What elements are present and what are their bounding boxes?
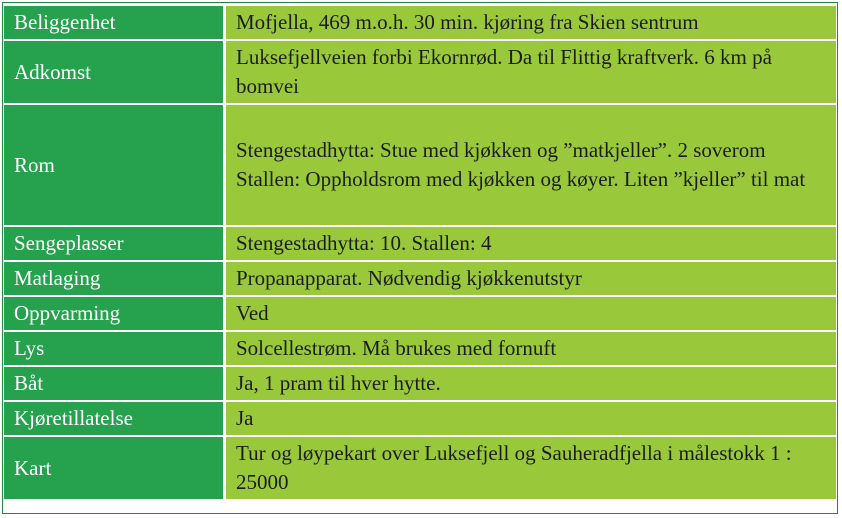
table-row-baat	[4, 367, 836, 400]
row-value-line: Propanapparat. Nødvendig kjøkkenutstyr	[236, 266, 582, 290]
row-value-line: Luksefjellveien forbi Ekornrød. Da til Flittig kraftverk. 6 km på bomvei	[236, 45, 772, 98]
row-value	[226, 105, 836, 225]
row-value-line: Mofjella, 469 m.o.h. 30 min. kjøring fra Skien sentrum	[236, 10, 699, 34]
table-row-sengeplasser	[4, 227, 836, 260]
row-label: Rom	[4, 105, 226, 225]
table-row-kart	[4, 437, 836, 499]
table-row-rom	[4, 105, 836, 225]
row-label: Kjøretillatelse	[4, 402, 226, 435]
row-value	[226, 41, 836, 103]
row-value-line: Solcellestrøm. Må brukes med fornuft	[236, 336, 557, 360]
row-label: Beliggenhet	[4, 6, 226, 39]
row-value-line: Tur og løypekart over Luksefjell og Sauheradfjella i målestokk 1 : 25000	[236, 441, 792, 494]
table-row-lys	[4, 332, 836, 365]
row-value-line: Ved	[236, 301, 269, 325]
row-label: Oppvarming	[4, 297, 226, 330]
row-value	[226, 227, 836, 260]
table-row-adkomst	[4, 41, 836, 103]
table-row-beliggenhet	[4, 6, 836, 39]
table-row-oppvarming	[4, 297, 836, 330]
row-value	[226, 437, 836, 499]
cabin-info-table	[4, 4, 836, 501]
row-label: Adkomst	[4, 41, 226, 103]
row-label: Sengeplasser	[4, 227, 226, 260]
row-value-line: Ja, 1 pram til hver hytte.	[236, 371, 441, 395]
row-value	[226, 6, 836, 39]
row-label: Matlaging	[4, 262, 226, 295]
row-value-line: Stengestadhytta: 10. Stallen: 4	[236, 231, 492, 255]
row-label: Båt	[4, 367, 226, 400]
row-value-line: Ja	[236, 406, 254, 430]
row-label: Kart	[4, 437, 226, 499]
row-value	[226, 297, 836, 330]
row-value	[226, 367, 836, 400]
row-value	[226, 402, 836, 435]
row-value	[226, 262, 836, 295]
row-value-line: Stengestadhytta: Stue med kjøkken og ”matkjeller”. 2 soverom	[236, 138, 766, 162]
table-row-kjoretillatelse	[4, 402, 836, 435]
table-row-matlaging	[4, 262, 836, 295]
row-label: Lys	[4, 332, 226, 365]
row-value-line: Stallen: Oppholdsrom med kjøkken og køyer. Liten ”kjeller” til mat	[236, 167, 806, 191]
row-value	[226, 332, 836, 365]
